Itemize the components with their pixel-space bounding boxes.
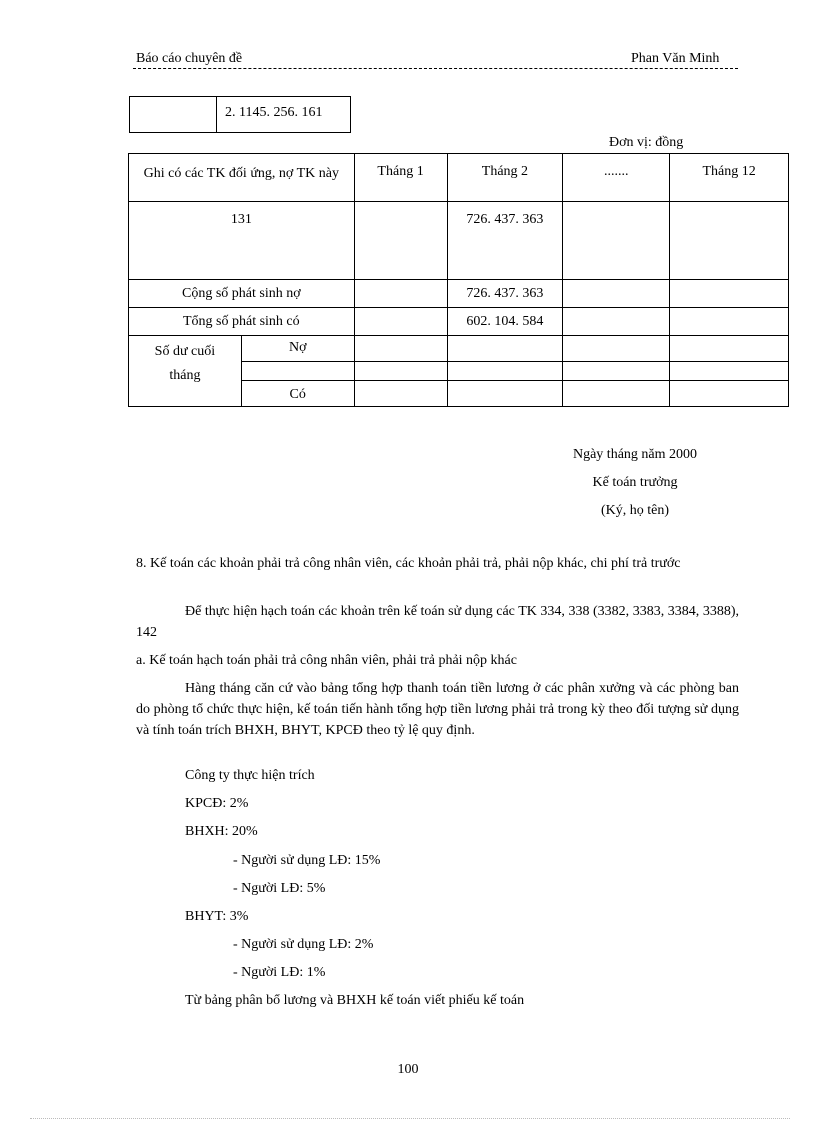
rate-bhyt-employee: - Người LĐ: 1% [233,965,326,980]
opening-balance-value: 2. 1145. 256. 161 [217,97,351,133]
rate-bhxh-employee: - Người LĐ: 5% [233,881,326,896]
debit-total-row [129,280,789,308]
signature-date: Ngày tháng năm 2000 [572,447,698,462]
rate-bhyt-employer: - Người sử dụng LĐ: 2% [233,937,374,952]
rate-bhxh-employer: - Người sử dụng LĐ: 15% [233,853,381,868]
signature-role: Kế toán trưởng [592,475,678,490]
section-a-body: Hàng tháng căn cứ vào bảng tổng hợp thanh toán tiền lương ở các phân xưởng và các phòng ban do phòng tổ chức thực hiện, kế toán tiến hành tổng hợp tiền lương phải trả trong kỳ theo đối tượng sử dụng và tính toán trích BHXH, BHYT, KPCĐ theo tỷ lệ quy định. [136,681,739,738]
debit-total-month2: 726. 437. 363 [447,280,563,308]
balance-label-line1: Số dư cuối [154,344,216,359]
rates-intro: Công ty thực hiện trích [185,768,315,783]
col-month12-header: Tháng 12 [670,154,789,202]
col-month1-header: Tháng 1 [354,154,447,202]
ledger-table [128,153,789,407]
ledger-row-131 [129,202,789,280]
page-number: 100 [397,1062,419,1077]
row-131-month2: 726. 437. 363 [447,202,563,280]
section-8-body: Để thực hiện hạch toán các khoản trên kế toán sử dụng các TK 334, 338 (3382, 3383, 3384, 3388), 142 [136,604,739,640]
credit-total-label: Tổng số phát sinh có [129,308,355,336]
col-month2-header: Tháng 2 [447,154,563,202]
balance-label [129,336,242,407]
signature-note: (Ký, họ tên) [600,503,670,518]
col-ellipsis-header: ....... [563,154,670,202]
col-account-header: Ghi có các TK đối ứng, nợ TK này [129,154,355,202]
credit-total-row [129,308,789,336]
row-account-131: 131 [129,202,355,280]
rate-bhxh: BHXH: 20% [185,824,258,839]
opening-balance-table [129,96,351,133]
rates-closing: Từ bảng phân bổ lương và BHXH kế toán viết phiếu kế toán [185,993,525,1008]
section-8-title: 8. Kế toán các khoản phải trả công nhân viên, các khoản phải trả, phải nộp khác, chi phí trả trước [136,556,681,571]
header-left: Báo cáo chuyên đề [136,51,243,66]
rate-kpcd: KPCĐ: 2% [185,796,249,811]
opening-balance-empty-cell [130,97,217,133]
header-right: Phan Văn Minh [631,51,720,66]
balance-debit-row [129,336,789,362]
signature-block [525,441,745,525]
balance-debit-label: Nợ [241,336,354,362]
balance-label-line2: tháng [169,368,201,383]
rate-bhyt: BHYT: 3% [185,909,249,924]
unit-label: Đơn vị: đồng [609,135,684,150]
header-divider [133,68,738,69]
page-bottom-edge [30,1118,790,1119]
credit-total-month2: 602. 104. 584 [447,308,563,336]
ledger-header-row [129,154,789,202]
balance-credit-label: Có [241,381,354,407]
section-a-title: a. Kế toán hạch toán phải trả công nhân viên, phải trả phải nộp khác [136,653,517,668]
debit-total-label: Cộng số phát sinh nợ [129,280,355,308]
